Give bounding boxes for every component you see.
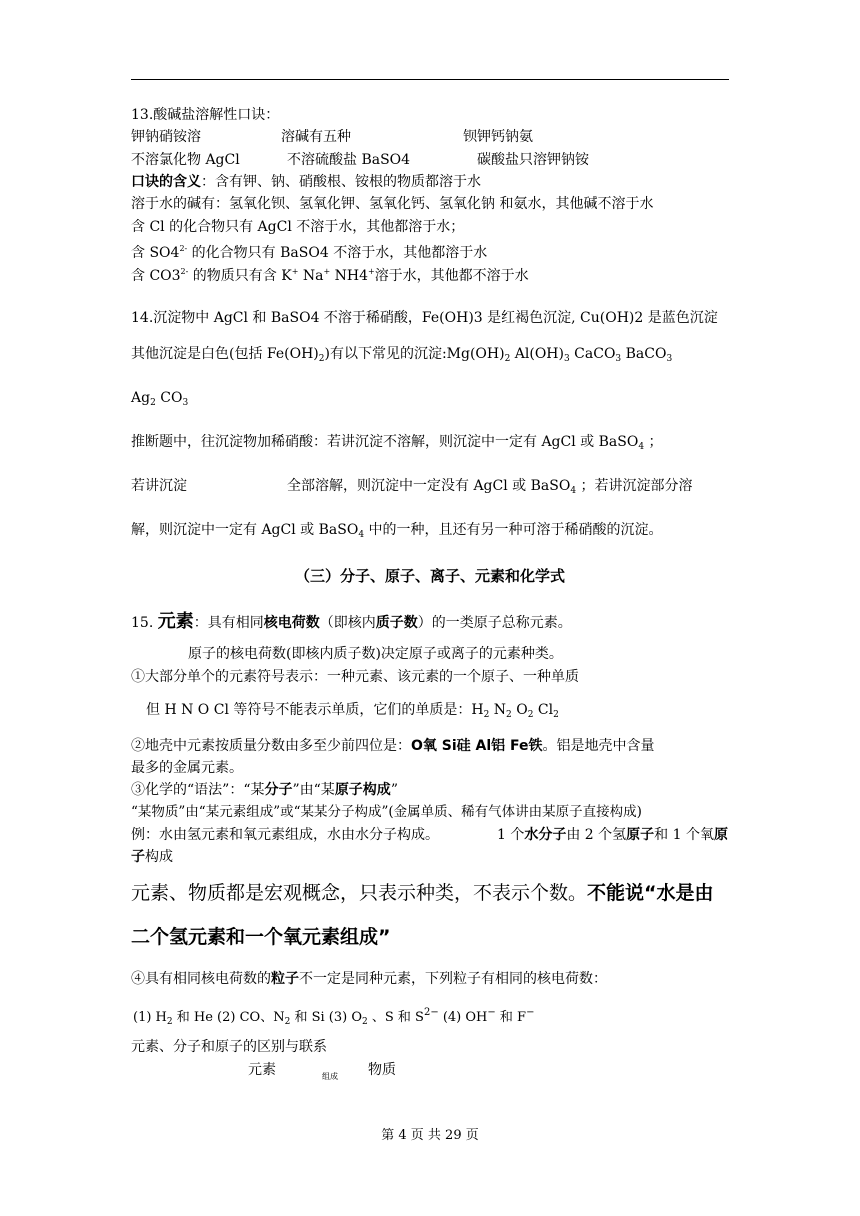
p4b: N xyxy=(489,702,507,718)
header-rule xyxy=(131,79,729,80)
k-plus: + xyxy=(291,267,299,276)
sub-4c: 4 xyxy=(358,530,365,540)
so4-b: 的化合物只有 BaSO4 不溶于水，其他都溶于水 xyxy=(187,245,488,261)
p12a: (1) H xyxy=(133,1010,167,1025)
sub-o2: 2 xyxy=(527,710,534,720)
s15-p2: 原子的核电荷数(即核内质子数)决定原子或离子的元素种类。 xyxy=(188,646,563,662)
diagram-element: 元素 xyxy=(248,1062,276,1078)
rhyme-1: 钾钠硝铵溶 xyxy=(131,129,201,145)
s14-line-6 xyxy=(131,521,663,544)
co3-d: NH4 xyxy=(330,268,368,284)
p9e: 原子 xyxy=(626,827,655,843)
l3a: Ag xyxy=(131,390,151,406)
s13-so4 xyxy=(131,240,487,262)
l2d: CaCO xyxy=(569,346,616,362)
p12i: − xyxy=(526,1007,535,1018)
l5b: 全部溶解，则沉淀中一定没有 AgCl 或 BaSO xyxy=(287,478,571,494)
p12b: 和 He (2) CO、N xyxy=(172,1010,285,1025)
so4-a: 含 SO4 xyxy=(131,245,180,261)
sub-3c: 3 xyxy=(666,354,673,364)
rhyme-4: 不溶氯化物 AgCl xyxy=(131,152,240,168)
s13-meaning xyxy=(131,173,481,191)
p7a: ③化学的“语法”：“某 xyxy=(131,782,265,798)
p9f: 和 1 个氧 xyxy=(654,827,714,843)
l5-rest xyxy=(287,477,693,500)
rhyme-3: 钡钾钙钠氨 xyxy=(463,129,533,145)
p12d: 、S 和 S xyxy=(367,1010,424,1025)
d3: （即核内 xyxy=(319,615,376,631)
p7e: ” xyxy=(390,782,398,798)
sub-cl2: 2 xyxy=(553,710,559,720)
p4c: O xyxy=(511,702,528,718)
p12c: 和 Si (3) O xyxy=(290,1010,362,1025)
s13-bases: 溶于水的碱有：氢氧化钡、氢氧化钾、氢氧化钙、氢氧化钠 和氨水，其他碱不溶于水 xyxy=(131,196,654,212)
p4a: 但 H N O Cl 等符号不能表示单质，它们的单质是：H xyxy=(146,702,484,718)
co3-sup: 2- xyxy=(180,267,189,276)
p5b: O氧 Si硅 Al铝 Fe铁 xyxy=(411,738,543,754)
sub-2b: 2 xyxy=(504,354,511,364)
s14-line-5 xyxy=(131,477,693,496)
diagram-substance: 物质 xyxy=(368,1062,396,1078)
p7b: 分子 xyxy=(264,782,293,798)
p7c: ”由“某 xyxy=(292,782,335,798)
s15-p5 xyxy=(131,737,655,755)
s14-line-2 xyxy=(131,345,672,368)
s13-rhyme-row-1 xyxy=(131,128,533,146)
so4-sup: 2- xyxy=(179,244,188,253)
s14-line-1: 14.沉淀物中 AgCl 和 BaSO4 不溶于稀硝酸，Fe(OH)3 是红褐色沉淀, Cu(OH)2 是蓝色沉淀 xyxy=(131,310,718,326)
p11c: 不一定是同种元素，下列粒子有相同的核电荷数： xyxy=(299,971,607,987)
meaning-label: 口诀的含义 xyxy=(131,174,201,190)
s15-term: 元素 xyxy=(157,611,194,632)
s15-p6: 最多的金属元素。 xyxy=(131,760,243,776)
sub-2a: 2 xyxy=(318,354,325,364)
sub-4a: 4 xyxy=(638,442,645,452)
p5c: 。铝是地壳中含量 xyxy=(542,738,655,754)
l3b: CO xyxy=(155,390,183,406)
sub-h2: 2 xyxy=(483,710,490,720)
s15-p4 xyxy=(146,701,559,724)
s14-line-4 xyxy=(131,433,663,456)
p10a: 子 xyxy=(131,849,145,865)
page-footer: 第 4 页 共 29 页 xyxy=(381,1128,479,1143)
l2c: Al(OH) xyxy=(510,346,564,362)
l2a: 其他沉淀是白色(包括 Fe(OH) xyxy=(131,346,319,362)
l5c: ；若讲沉淀部分溶 xyxy=(576,478,693,494)
p9c: 水分子 xyxy=(524,827,567,843)
co3-e: 溶于水，其他都不溶于水 xyxy=(374,268,529,284)
p9a: 例：水由氢元素和氧元素组成，水由水分子构成。 xyxy=(131,827,439,843)
diagram-compose: 组成 xyxy=(322,1072,338,1081)
p12-sub2: 2 xyxy=(284,1017,291,1027)
d5: ）的一类原子总称元素。 xyxy=(417,615,572,631)
sub-3b: 3 xyxy=(615,354,622,364)
meaning-text: ：含有钾、钠、硝酸根、铵根的物质都溶于水 xyxy=(201,174,481,190)
rhyme-5: 不溶硫酸盐 BaSO4 xyxy=(287,152,411,168)
nh4-plus: + xyxy=(367,267,375,276)
p9-rest xyxy=(497,826,728,844)
s15-p8: “某物质”由“某元素组成”或“某某分子构成”(金属单质、稀有气体讲由某原子直接构成) xyxy=(131,804,642,820)
p5a: ②地壳中元素按质量分数由多至少前四位是： xyxy=(131,738,411,754)
sub-2c: 2 xyxy=(150,398,156,408)
s13-rhyme-row-2 xyxy=(131,151,589,169)
l6a: 解，则沉淀中一定有 AgCl 或 BaSO xyxy=(131,522,359,538)
p9b: 1 个 xyxy=(497,827,525,843)
p10b: 构成 xyxy=(145,849,173,865)
sub-3a: 3 xyxy=(563,354,570,364)
p11b: 粒子 xyxy=(271,971,299,987)
rhyme-6: 碳酸盐只溶钾钠铵 xyxy=(477,152,589,168)
s15-p10 xyxy=(131,848,173,866)
s15-big-2: 二个氢元素和一个氧元素组成” xyxy=(131,926,391,948)
l4a: 推断题中，往沉淀物加稀硝酸：若讲沉淀不溶解，则沉淀中一定有 AgCl 或 BaSO xyxy=(131,434,639,450)
p11a: ④具有相同核电荷数的 xyxy=(131,971,271,987)
co3-a: 含 CO3 xyxy=(131,268,181,284)
s13-co3 xyxy=(131,263,529,285)
s13-cl: 含 Cl 的化合物只有 AgCl 不溶于水，其他都溶于水； xyxy=(131,219,465,235)
sub-4b: 4 xyxy=(570,486,577,496)
s13-title: 13.酸碱盐溶解性口诀： xyxy=(131,107,280,123)
s15-definition xyxy=(131,613,572,632)
s15-p13: 元素、分子和原子的区别与联系 xyxy=(131,1039,327,1055)
d1: ：具有相同 xyxy=(193,615,264,631)
s15-p12 xyxy=(133,1004,534,1031)
l5a: 若讲沉淀 xyxy=(131,478,187,494)
rhyme-2: 溶碱有五种 xyxy=(281,129,351,145)
na-plus: + xyxy=(323,267,331,276)
co3-c: Na xyxy=(298,268,324,284)
s15-p7 xyxy=(131,781,398,799)
p12h: 和 F xyxy=(495,1010,527,1025)
p12g: − xyxy=(487,1007,496,1018)
s15-p3: ①大部分单个的元素符号表示：一种元素、该元素的一个原子、一种单质 xyxy=(131,669,579,685)
p7d: 原子构成 xyxy=(334,782,391,798)
p12f: (4) OH xyxy=(438,1010,488,1025)
s15-p9 xyxy=(131,826,728,844)
p12e: 2− xyxy=(423,1007,439,1018)
s15-p11 xyxy=(131,970,607,988)
s15-num: 15. xyxy=(131,615,154,631)
l2e: BaCO xyxy=(621,346,667,362)
p4d: Cl xyxy=(533,702,554,718)
p9d: 由 2 个氢 xyxy=(566,827,627,843)
big1b: 不能说“水是由 xyxy=(587,882,714,904)
p12-sub3: 2 xyxy=(362,1017,368,1027)
big1a: 元素、物质都是宏观概念，只表示种类，不表示个数。 xyxy=(131,882,588,904)
s14-line-3 xyxy=(131,389,188,412)
d2: 核电荷数 xyxy=(263,615,320,631)
l6b: 中的一种，且还有另一种可溶于稀硝酸的沉淀。 xyxy=(364,522,663,538)
l4b: ； xyxy=(644,434,663,450)
sub-3d: 3 xyxy=(182,398,189,408)
p12-sub1: 2 xyxy=(166,1017,173,1027)
p9g: 原 xyxy=(713,827,728,843)
section-heading: （三）分子、原子、离子、元素和化学式 xyxy=(294,567,565,585)
d4: 质子数 xyxy=(375,615,418,631)
co3-b: 的物质只有含 K xyxy=(188,268,292,284)
s15-big-1 xyxy=(131,880,714,906)
sub-n2: 2 xyxy=(506,710,512,720)
l2b: )有以下常见的沉淀:Mg(OH) xyxy=(324,346,505,362)
